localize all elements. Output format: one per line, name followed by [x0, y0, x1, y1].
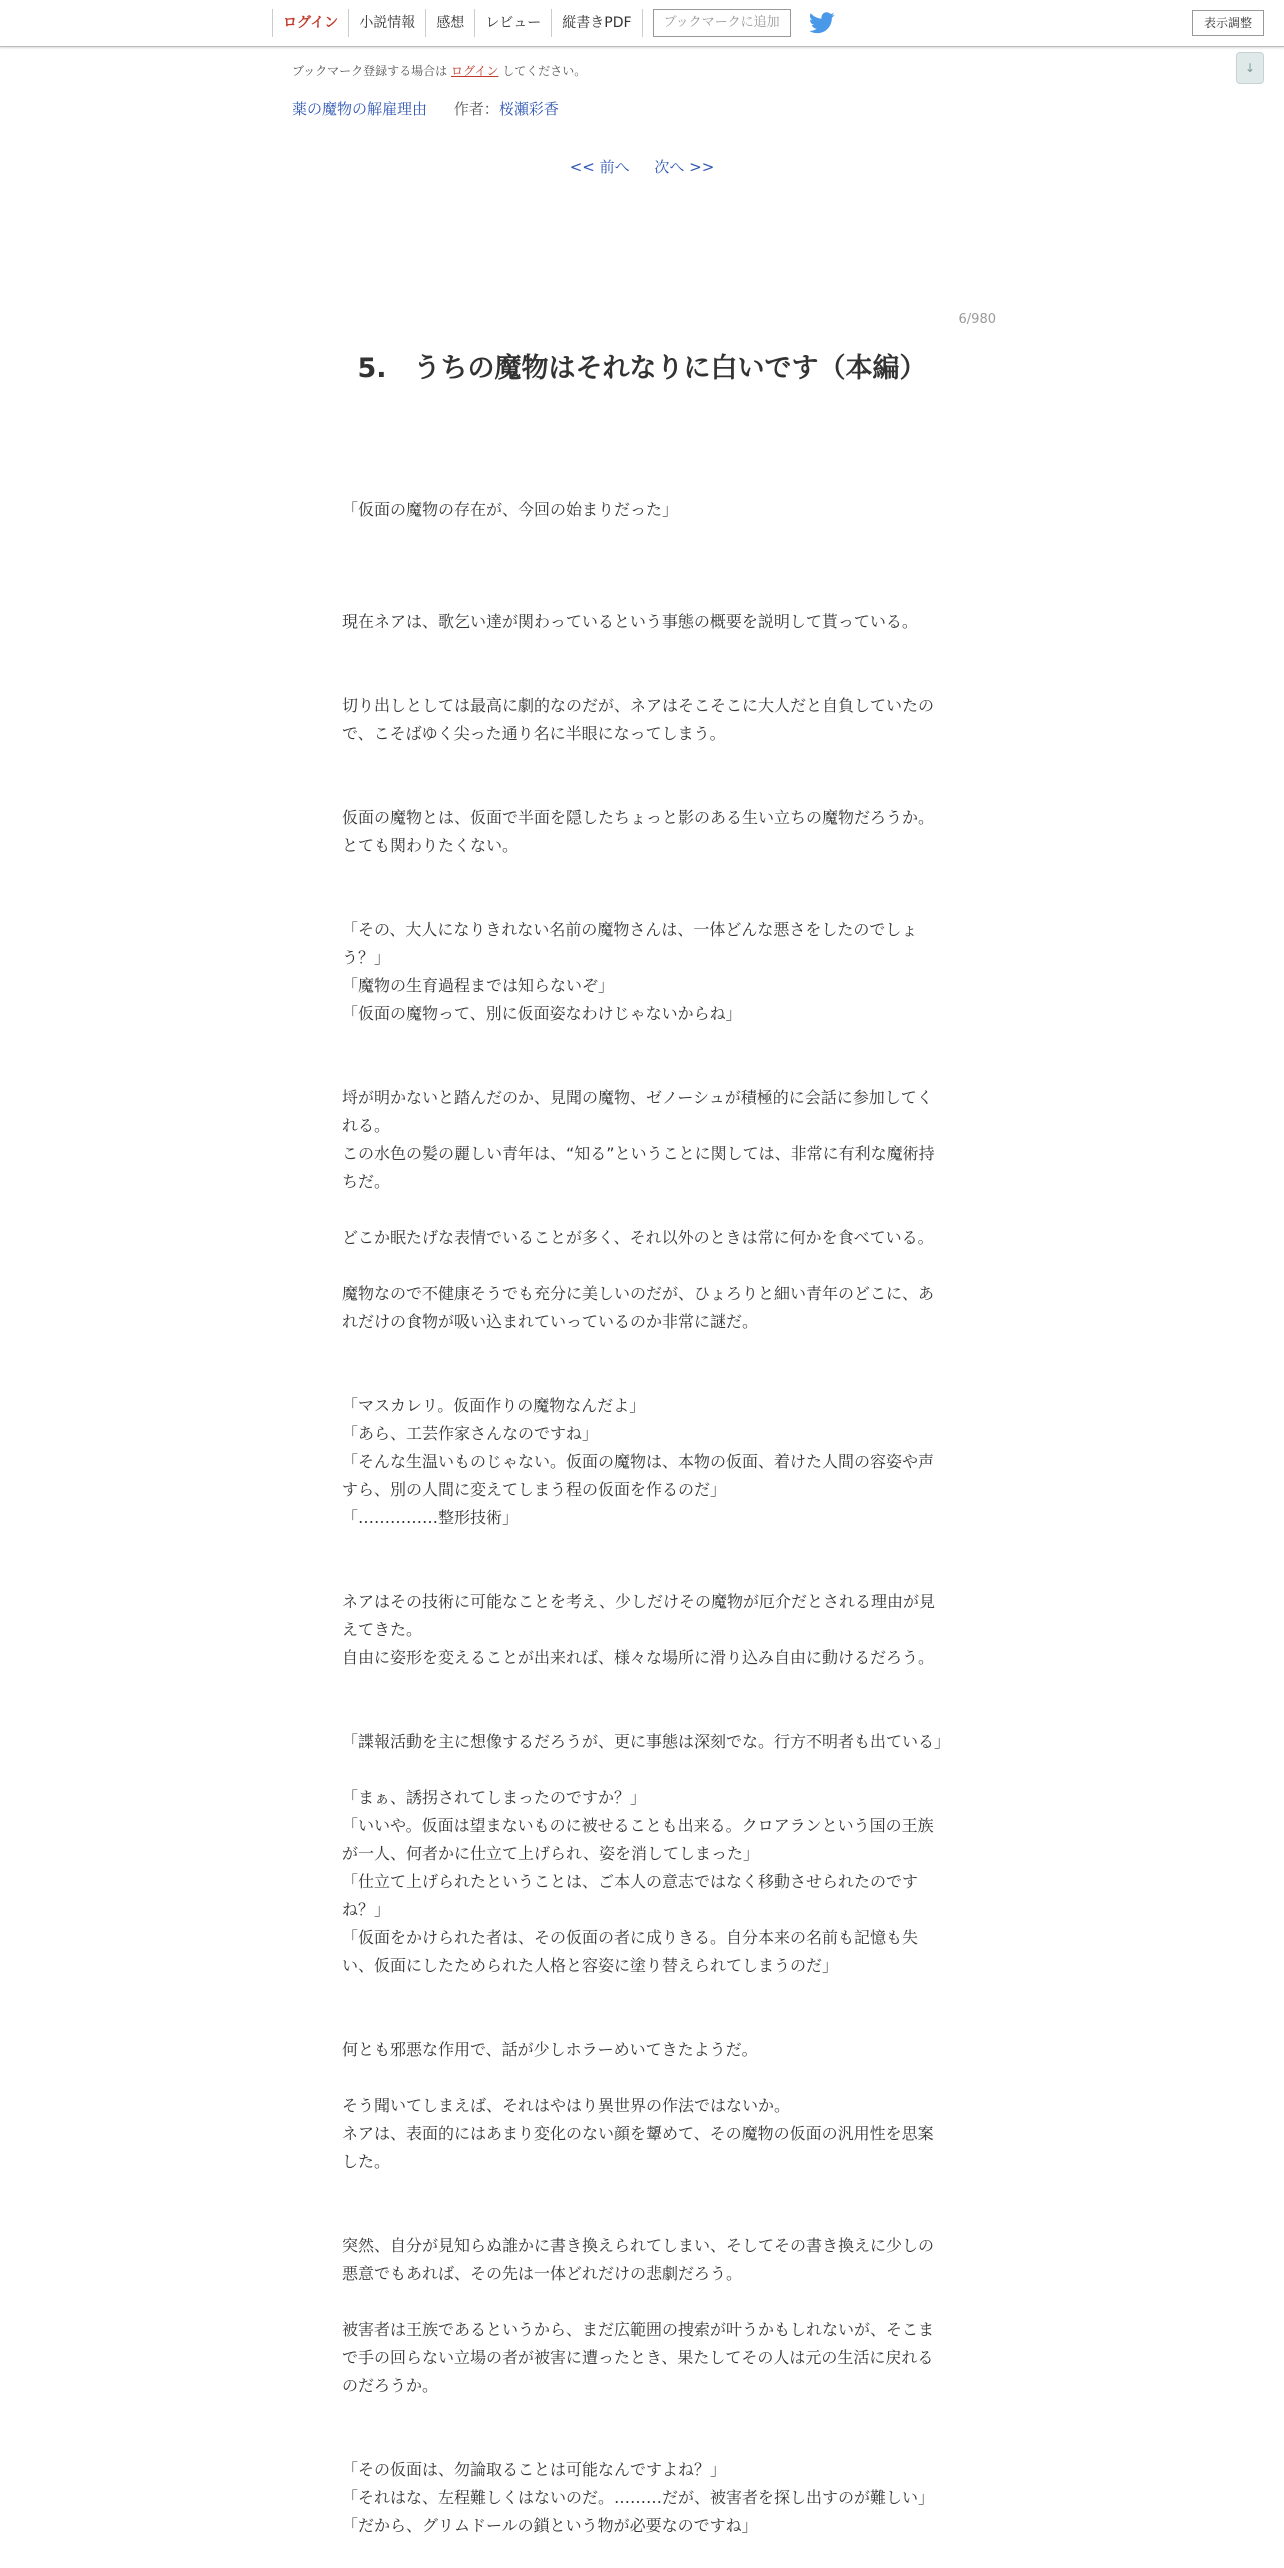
paragraph: 何とも邪悪な作用で、話が少しホラーめいてきたようだ。 [342, 2040, 758, 2059]
chapter-pager [0, 156, 1284, 177]
paragraph: 「仮面をかけられた者は、その仮面の者に成りきる。自分本来の名前も記憶も失い、仮面にしたためられた人格と容姿に塗り替えられてしまうのだ」 [342, 1928, 919, 1975]
chapter-title: 5. うちの魔物はそれなりに白いです（本編） [357, 353, 927, 384]
novel-meta [292, 98, 559, 119]
paragraph: 「魔物の生育過程までは知らないぞ」 [342, 976, 615, 995]
paragraph: 突然、自分が見知らぬ誰かに書き換えられてしまい、そしてその書き換えに少しの悪意でもあれば、その先は一体どれだけの悲劇だろう。 [342, 2236, 935, 2283]
novel-title-link[interactable]: 薬の魔物の解雇理由 [292, 100, 428, 118]
vertical-pdf-link[interactable]: 縦書きPDF [551, 9, 642, 37]
paragraph: 「それはな、左程難しくはないのだ。………だが、被害者を探し出すのが難しい」 [342, 2488, 935, 2507]
header-nav [272, 0, 835, 46]
paragraph: 被害者は王族であるというから、まだ広範囲の捜索が叶うかもしれないが、そこまで手の回らない立場の者が被害に遭ったとき、果たしてその人は元の生活に戻れるのだろうか。 [342, 2320, 935, 2395]
twitter-bird-icon[interactable] [809, 12, 835, 34]
author-label: 作者： [453, 100, 499, 118]
paragraph: 「そんな生温いものじゃない。仮面の魔物は、本物の仮面、着けた人間の容姿や声すら、別の人間に変えてしまう程の仮面を作るのだ」 [342, 1452, 935, 1499]
novel-info-link[interactable]: 小説情報 [348, 9, 425, 37]
paragraph: どこか眠たげな表情でいることが多く、それ以外のときは常に何かを食べている。 [342, 1228, 934, 1247]
paragraph: 「仕立て上げられたということは、ご本人の意志ではなく移動させられたのですね？」 [342, 1872, 919, 1919]
paragraph: ネアはその技術に可能なことを考え、少しだけその魔物が厄介だとされる理由が見えてきた。 [342, 1592, 935, 1639]
display-settings-button[interactable]: 表示調整 [1192, 10, 1264, 36]
paragraph: 「仮面の魔物の存在が、今回の始まりだった」 [342, 500, 679, 519]
bookmark-note-suffix: してください。 [502, 64, 587, 78]
paragraph: 自由に姿形を変えることが出来れば、様々な場所に滑り込み自由に動けるだろう。 [342, 1648, 935, 1667]
review-link[interactable]: レビュー [474, 9, 551, 37]
paragraph: そう聞いてしまえば、それはやはり異世界の作法ではないか。 [342, 2096, 791, 2115]
bookmark-login-note [292, 62, 586, 79]
scroll-down-button[interactable]: ↓ [1236, 52, 1264, 84]
paragraph: 「諜報活動を主に想像するだろうが、更に事態は深刻でな。行方不明者も出ている」 [342, 1732, 951, 1751]
impressions-link[interactable]: 感想 [425, 9, 474, 37]
paragraph: 「仮面の魔物って、別に仮面姿なわけじゃないからね」 [342, 1004, 742, 1023]
next-chapter-link[interactable]: 次へ >> [654, 158, 715, 176]
paragraph: 「まぁ、誘拐されてしまったのですか？」 [342, 1788, 647, 1807]
paragraph: 現在ネアは、歌乞い達が関わっているという事態の概要を説明して貰っている。 [342, 612, 918, 631]
paragraph: 切り出しとしては最高に劇的なのだが、ネアはそこそこに大人だと自負していたので、こそばゆく尖った通り名に半眼になってしまう。 [342, 696, 935, 743]
prev-chapter-link[interactable]: << 前へ [569, 158, 630, 176]
add-bookmark-button[interactable]: ブックマークに追加 [653, 9, 791, 37]
paragraph: この水色の髪の麗しい青年は、“知る”ということに関しては、非常に有利な魔術持ちだ。 [342, 1144, 935, 1191]
paragraph: 「マスカレリ。仮面作りの魔物なんだよ」 [342, 1396, 646, 1415]
paragraph: 魔物なので不健康そうでも充分に美しいのだが、ひょろりと細い青年のどこに、あれだけの食物が吸い込まれていっているのか非常に謎だ。 [342, 1284, 935, 1331]
paragraph: 「……………整形技術」 [342, 1508, 519, 1527]
paragraph: ネアは、表面的にはあまり変化のない顔を顰めて、その魔物の仮面の汎用性を思案した。 [342, 2124, 934, 2171]
paragraph: 「いいや。仮面は望まないものに被せることも出来る。クロアランという国の王族が一人、何者かに仕立て上げられ、姿を消してしまった」 [342, 1816, 934, 1863]
bookmark-note-prefix: ブックマーク登録する場合は [292, 64, 448, 78]
paragraph: 「その、大人になりきれない名前の魔物さんは、一体どんな悪さをしたのでしょう？」 [342, 920, 918, 967]
login-link[interactable]: ログイン [272, 9, 348, 37]
page-count: 6/980 [958, 312, 996, 327]
paragraph: 埒が明かないと踏んだのか、見聞の魔物、ゼノーシュが積極的に会話に参加してくれる。 [342, 1088, 933, 1135]
top-header [0, 0, 1284, 47]
paragraph: 仮面の魔物とは、仮面で半面を隠したちょっと影のある生い立ちの魔物だろうか。とても関わりたくない。 [342, 808, 935, 855]
bookmark-login-link[interactable]: ログイン [451, 64, 499, 78]
paragraph: 「その仮面は、勿論取ることは可能なんですよね？」 [342, 2460, 727, 2479]
paragraph: 「あら、工芸作家さんなのですね」 [342, 1424, 599, 1443]
author-link[interactable]: 桜瀬彩香 [498, 100, 559, 118]
paragraph: 「だから、グリムドールの鎖という物が必要なのですね」 [342, 2516, 758, 2535]
